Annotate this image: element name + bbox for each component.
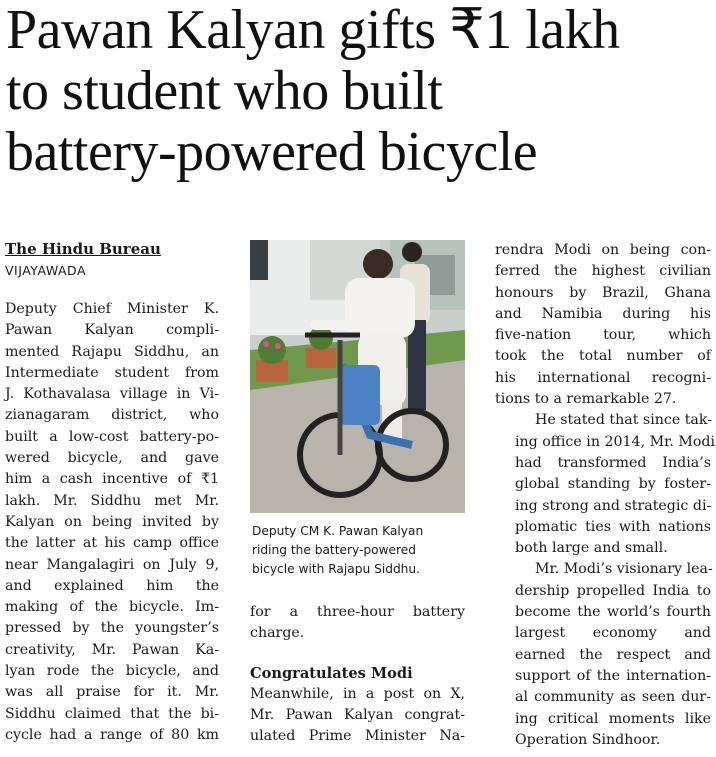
text-line: J. Kothavalasa village in Vi- [5,386,219,403]
text-line: the latter at his camp office [5,535,219,552]
text-line: pressed by the youngster’s [5,620,219,637]
article-body [5,299,219,746]
headline-line: to student who built [6,60,443,122]
photo-illustration [250,240,465,513]
article-body [250,602,465,645]
text-line: was all praise for it. Mr. [5,684,219,701]
text-line: cycle had a range of 80 km [5,726,219,743]
text-line: ing office in 2014, Mr. Modi [515,433,716,450]
text-line: largest economy and [515,625,711,642]
text-line: support of the internation- [515,667,711,684]
text-line: ulated Prime Minister Na- [250,728,465,745]
text-line: both large and small. [515,540,668,557]
text-line: dership propelled India to [515,582,711,599]
text-line: tions to a remarkable 27. [495,391,677,408]
article-photo [250,240,465,513]
photo-caption [252,522,465,579]
text-line: global standing by foster- [515,476,711,493]
text-line: lyan rode the bicycle, and [5,663,219,680]
text-line: Siddhu claimed that the bi- [5,705,219,722]
text-line: near Mangalagiri on July 9, [5,556,219,573]
paragraph [495,410,716,559]
text-line: mented Rajapu Siddhu, an [5,343,219,360]
text-line: him a cash incentive of ₹1 [5,471,219,488]
text-line: ing strong and strategic di- [515,497,712,514]
text-line: five-nation tour, which [495,327,711,344]
article-column-3 [495,240,716,751]
text-line: lakh. Mr. Siddhu met Mr. [5,492,219,509]
headline-line: battery-powered bicycle [6,121,538,183]
text-line: become the world’s fourth [515,604,711,621]
text-line: rendra Modi on being con- [495,242,711,258]
text-line: honours by Brazil, Ghana [495,284,711,301]
paragraph [495,559,711,751]
text-line: zianagaram district, who [5,407,219,424]
article-body [495,240,716,751]
text-line: his international recogni- [495,369,711,386]
text-line: ferred the highest civilian [495,263,711,280]
text-line: charge. [250,625,305,642]
text-line: making of the bicycle. Im- [5,599,219,616]
text-line: Operation Sindhoor. [515,731,661,748]
caption-line: Deputy CM K. Pawan Kalyan [252,524,424,538]
headline [6,0,712,183]
paragraph [250,684,465,748]
subheading: Congratulates Modi [250,664,413,682]
caption-line: bicycle with Rajapu Siddhu. [252,562,421,576]
byline: The Hindu Bureau [5,240,161,258]
headline-line: Pawan Kalyan gifts ₹1 lakh [6,0,620,61]
text-line: earned the respect and [515,646,711,663]
article-column-2 [250,240,465,748]
text-line: for a three-hour battery [250,604,465,620]
paragraph [495,240,711,410]
text-line: creativity, Mr. Pawan Ka- [5,641,219,658]
text-line: and explained him the [5,577,219,594]
article-column-1 [5,240,219,746]
paragraph [250,602,465,645]
text-line: ing critical moments like [515,710,711,727]
text-line: Mr. Pawan Kalyan congrat- [250,707,465,724]
text-line: took the total number of [495,348,711,365]
text-line: Pawan Kalyan compli- [5,322,219,339]
paragraph [5,299,219,746]
text-line: plomatic ties with nations [515,518,711,535]
article-body [250,684,465,748]
text-line: Kalyan on being invited by [5,513,219,530]
text-line: had transformed India’s [515,454,711,471]
text-line: Intermediate student from [5,364,219,381]
dateline: VIJAYAWADA [5,263,87,278]
text-line: wered bicycle, and gave [5,450,219,467]
text-line: al community as seen dur- [515,689,711,706]
text-line: Meanwhile, in a post on X, [250,685,465,702]
text-line: built a low-cost battery-po- [5,428,219,445]
text-line: Deputy Chief Minister K. [5,301,219,317]
text-line: He stated that since tak- [535,412,713,429]
caption-line: riding the battery-powered [252,543,417,557]
text-line: Mr. Modi’s visionary lea- [535,561,713,578]
text-line: and Namibia during his [495,305,711,322]
